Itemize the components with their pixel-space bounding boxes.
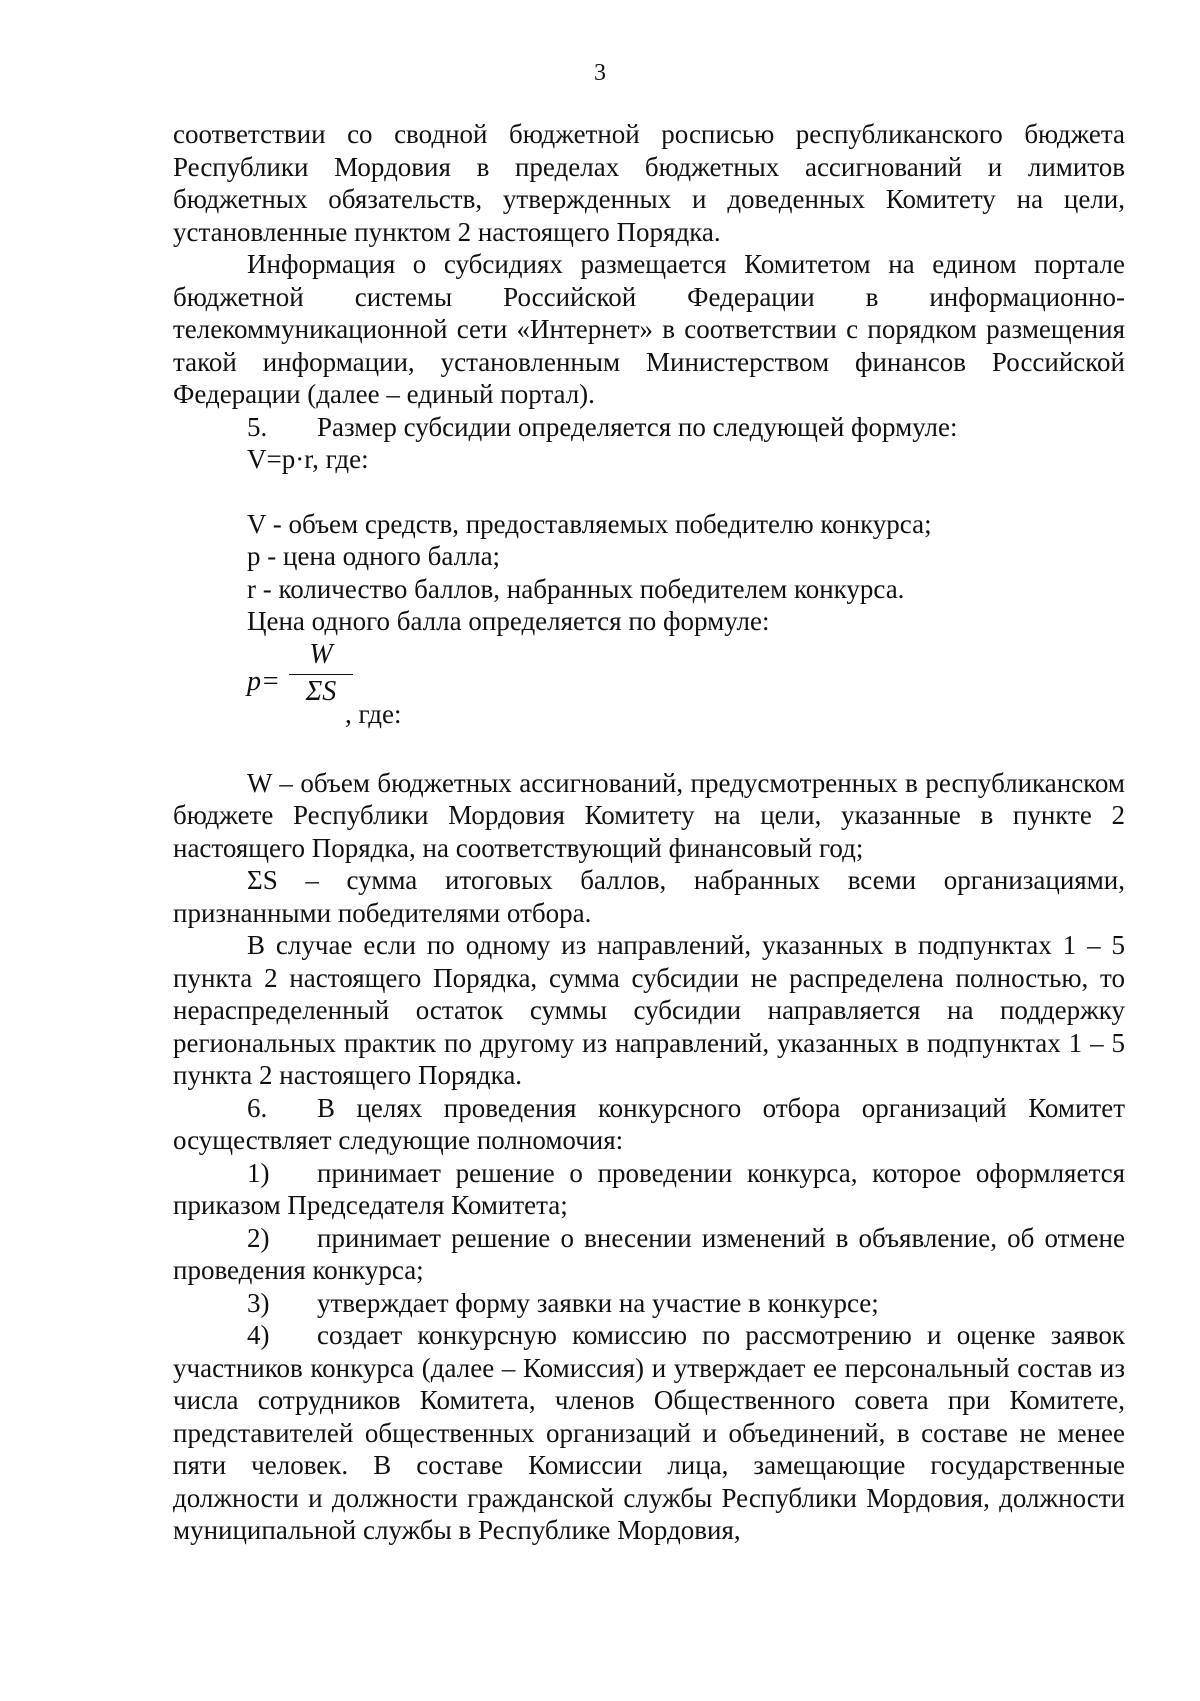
subitem-2-number: 2): [247, 1222, 270, 1253]
definition-v: V - объем средств, предоставляемых победителю конкурса;: [247, 508, 932, 539]
page-number: 3: [594, 60, 606, 86]
fraction-numerator: W: [289, 638, 353, 675]
subitem-4: [173, 1319, 1125, 1547]
subitem-1-number: 1): [247, 1157, 270, 1188]
document-body: [173, 118, 1125, 1547]
subitem-2: [173, 1222, 1125, 1287]
formula-where: , где:: [345, 698, 402, 729]
item-6-text: В целях проведения конкурсного отбора организаций Комитет осуществляет следующие полномочия:: [173, 1092, 1125, 1155]
item-6: [173, 1092, 1125, 1157]
item-5-number: 5.: [247, 411, 268, 442]
definition-sum-s: ΣS – сумма итоговых баллов, набранных всеми организациями, признанными победителями отбора.: [173, 865, 1125, 928]
subitem-3-text: утверждает форму заявки на участие в конкурсе;: [317, 1287, 879, 1318]
subitem-1: [173, 1157, 1125, 1222]
subitem-2-text: принимает решение о внесении изменений в объявление, об отмене проведения конкурса;: [173, 1222, 1125, 1285]
formula-price: [247, 638, 1125, 733]
definition-r: r - количество баллов, набранных победителем конкурса.: [247, 573, 905, 604]
formula-lhs: p=: [247, 665, 280, 697]
subitem-3-number: 3): [247, 1287, 270, 1318]
item-5-text: Размер субсидии определяется по следующей формуле:: [317, 411, 958, 442]
definition-p: p - цена одного балла;: [247, 541, 501, 571]
subitem-1-text: принимает решение о проведении конкурса, которое оформляется приказом Председателя Комитета;: [173, 1157, 1125, 1220]
subitem-4-text: создает конкурсную комиссию по рассмотрению и оценке заявок участников конкурса (далее – Комиссия) и утверждает ее персональный состав из числа сотрудников Комитета, членов Общественного совета при Комитете, представителей общественных организаций и объединений, в составе не менее пяти человек. В составе Комиссии лица, замещающие государственные должности и должности гражданской службы Республики Мордовия, должности муниципальной службы в Республике Мордовия,: [173, 1320, 1125, 1545]
definition-w: W – объем бюджетных ассигнований, предусмотренных в республиканском бюджете Республики Мордовия Комитету на цели, указанные в пункте 2 настоящего Порядка, на соответствующий финансовый год;: [173, 767, 1125, 863]
item-5: [173, 411, 1125, 444]
subitem-3: [173, 1287, 1125, 1320]
fraction-denominator: ΣS: [305, 675, 337, 707]
item-6-number: 6.: [247, 1092, 268, 1123]
formula-v: V=p·r, где:: [247, 444, 369, 474]
paragraph-portal-info: Информация о субсидиях размещается Комитетом на едином портале бюджетной системы Российской Федерации в информационно-телекоммуникационной сети «Интернет» в соответствии с порядком размещения такой информации, установленным Министерством финансов Российской Федерации (далее – единый портал).: [173, 249, 1125, 409]
paragraph-continuation: соответствии со сводной бюджетной росписью республиканского бюджета Республики Мордовия в пределах бюджетных ассигнований и лимитов бюджетных обязательств, утвержденных и доведенных Комитету на цели, установленные пунктом 2 настоящего Порядка.: [173, 119, 1125, 247]
paragraph-remainder: В случае если по одному из направлений, указанных в подпунктах 1 – 5 пункта 2 настоящего Порядка, сумма субсидии не распределена полностью, то нераспределенный остаток суммы субсидии направляется на поддержку региональных практик по другому из направлений, указанных в подпунктах 1 – 5 пункта 2 настоящего Порядка.: [173, 930, 1125, 1090]
price-intro: Цена одного балла определяется по формуле:: [247, 606, 770, 636]
fraction: [289, 638, 353, 709]
subitem-4-number: 4): [247, 1320, 270, 1350]
